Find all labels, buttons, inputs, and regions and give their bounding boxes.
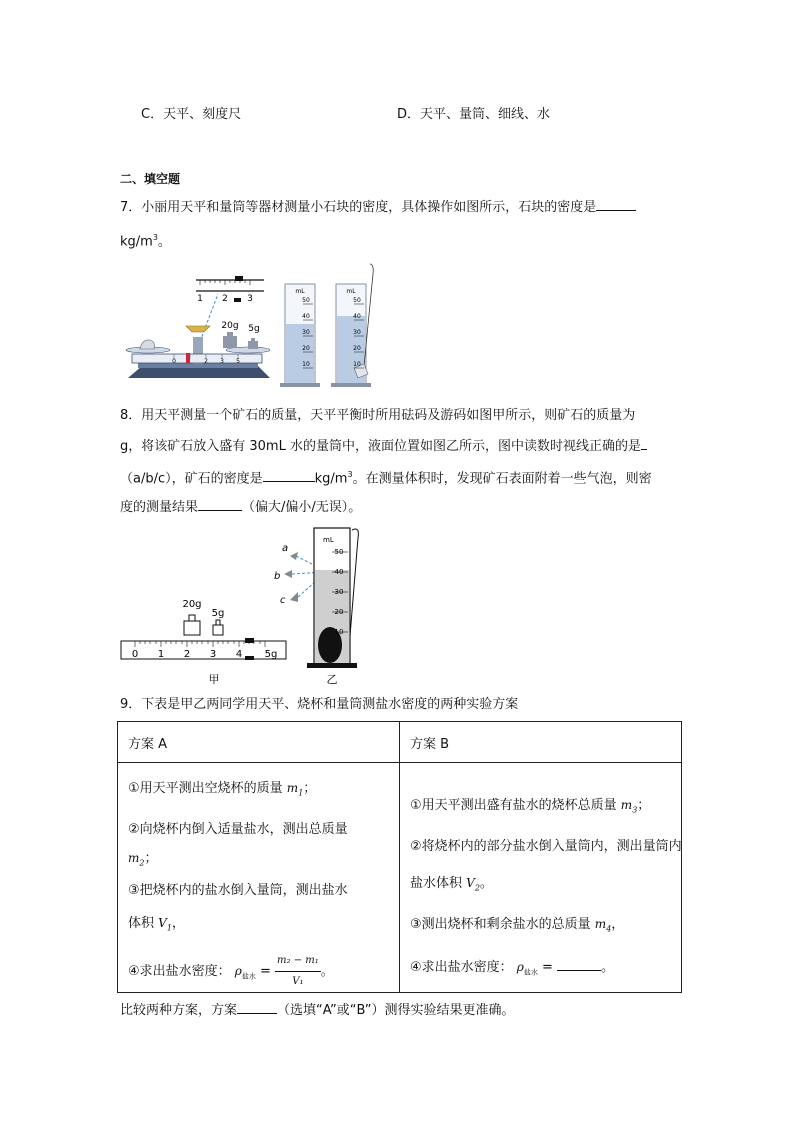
q9-compare-b: （选填“A”或“B”）测得实验结果更准确。 xyxy=(277,1003,515,1018)
plan-b-step-1-end: ； xyxy=(637,798,651,813)
q8-line4 xyxy=(120,496,361,518)
plan-a-rho: ρ xyxy=(234,963,242,978)
q8-weights xyxy=(182,599,224,635)
q9-plan-table xyxy=(117,721,682,993)
plan-b-var-sub: 2 xyxy=(474,883,480,893)
plan-b-var: V xyxy=(466,875,475,890)
plan-a-step-4 xyxy=(128,951,389,992)
q7-cyl-tick: 10 xyxy=(302,361,310,368)
q7-end: 。 xyxy=(157,234,171,250)
plan-b-eq: = xyxy=(542,959,553,975)
plan-b-header: 方案 B xyxy=(400,722,682,763)
q8-line3-sup: 3 xyxy=(347,470,353,479)
q8-beam-tick: 4 xyxy=(235,649,243,660)
plan-a-fraction xyxy=(275,951,321,992)
plan-a-var-sub: 2 xyxy=(139,858,145,868)
q8-line2-text: g，将该矿石放入盛有 30mL 水的量筒中，液面位置如图乙所示，图中读数时视线正确的是 xyxy=(120,439,641,454)
q8-figure xyxy=(118,524,368,686)
q7-cyl2-tick: 10 xyxy=(353,361,361,368)
q8-cyl-tick: 50 xyxy=(334,548,344,556)
q8-weight-label: 20g xyxy=(182,599,202,610)
option-c: C．天平、刻度尺 xyxy=(141,107,242,122)
plan-b-step-2: ②将烧杯内的部分盐水倒入量筒内，测出量筒内 xyxy=(410,838,682,854)
q7-cylinder-2 xyxy=(331,264,373,387)
plan-b-step-2b xyxy=(410,873,671,899)
q8-beam-tick: 0 xyxy=(131,649,139,660)
plan-a-step-1 xyxy=(128,778,389,804)
q7-unit: kg/m xyxy=(120,234,153,250)
plan-a-step-1-text: ①用天平测出空烧杯的质量 xyxy=(128,781,283,796)
plan-a-rho-sub: 盐水 xyxy=(241,972,256,981)
q8-blank-result[interactable] xyxy=(198,496,242,511)
q8-cyl-unit: mL xyxy=(323,536,334,544)
q8-line3-c: 。在测量体积时，发现矿石表面附着一些气泡，则密 xyxy=(352,471,652,487)
plan-a-step-2-end: ； xyxy=(144,850,158,866)
q7-figure xyxy=(118,262,388,392)
plan-a-step-4-end: 。 xyxy=(320,963,334,979)
plan-b-step-4-end: 。 xyxy=(601,959,615,975)
q7-cyl2-tick: 40 xyxy=(353,313,361,320)
q8-eye-label: b xyxy=(274,571,281,582)
plan-b-var-sub: 4 xyxy=(606,924,612,934)
plan-b-blank-formula[interactable] xyxy=(557,956,601,971)
plan-a-numerator: m₂ − m₁ xyxy=(275,951,321,972)
q8-caption-a: 甲 xyxy=(208,673,220,686)
q9-compare-a: 比较两种方案，方案 xyxy=(120,1003,238,1018)
plan-b-step-4-text: ④求出盐水密度： xyxy=(410,959,513,975)
plan-a-steps xyxy=(118,763,400,993)
q8-beam-ruler xyxy=(121,638,286,660)
q7-cylinder-1 xyxy=(280,284,320,387)
plan-b-step-2b-text: 盐水体积 xyxy=(410,875,463,891)
q8-line4-b: （偏大/偏小/无误）。 xyxy=(242,500,362,515)
q7-cyl-tick: 20 xyxy=(302,345,310,352)
q7-unit-sup: 3 xyxy=(152,233,158,242)
plan-b-rho: ρ xyxy=(516,959,524,974)
q8-cylinder xyxy=(307,528,358,668)
plan-b-step-2-end: 。 xyxy=(479,875,493,891)
q7-unit-line xyxy=(120,228,171,252)
q7-beam-tick: 5 xyxy=(236,358,240,365)
q7-stone xyxy=(140,340,155,349)
plan-b-rho-sub: 盐水 xyxy=(523,968,538,977)
q7-scale-tick: 3 xyxy=(247,294,253,304)
plan-a-step-4-text: ④求出盐水密度： xyxy=(128,963,231,979)
plan-a-var: m xyxy=(128,850,140,865)
plan-b-step-3-text: ③测出烧杯和剩余盐水的总质量 xyxy=(410,917,591,933)
q8-cyl-tick: 20 xyxy=(334,608,344,616)
plan-a-var: V xyxy=(158,916,167,931)
q8-caption-b: 乙 xyxy=(326,673,338,686)
q7-scale-tick: 2 xyxy=(222,294,228,304)
q7-beam-tick: 2 xyxy=(204,358,208,365)
plan-a-var-sub: 1 xyxy=(298,788,304,798)
q9-blank-plan[interactable] xyxy=(237,999,277,1014)
plan-b-var: m xyxy=(620,798,633,812)
plan-a-step-1-end: ； xyxy=(303,781,317,796)
q7-cyl2-tick: 20 xyxy=(353,345,361,352)
q9-intro: 9．下表是甲乙两同学用天平、烧杯和量筒测盐水密度的两种实验方案 xyxy=(120,697,519,712)
plan-a-var-sub: 1 xyxy=(166,923,172,933)
q7-beam-tick: 0 xyxy=(172,358,176,365)
eye-icon xyxy=(284,570,292,578)
plan-a-var: m xyxy=(286,781,299,795)
q8-beam-tick: 1 xyxy=(157,649,165,660)
q7-weight-label: 20g xyxy=(221,321,239,331)
plan-a-step-3b xyxy=(128,913,389,939)
q8-cyl-tick: 10 xyxy=(334,628,344,636)
q8-blank-sight[interactable] xyxy=(641,435,647,450)
q8-line1: 8．用天平测量一个矿石的质量，天平平衡时所用砝码及游码如图甲所示，则矿石的质量为 xyxy=(120,408,636,423)
q7-scale-zoom xyxy=(196,276,264,304)
plan-b-var: m xyxy=(594,917,607,932)
plan-b-step-4 xyxy=(410,956,671,983)
q7-weight-label: 5g xyxy=(248,324,260,334)
section-title: 二、填空题 xyxy=(120,172,181,186)
plan-b-step-3 xyxy=(410,914,671,940)
plan-a-step-2-var xyxy=(128,848,389,874)
q7-text xyxy=(120,196,636,218)
q7-cyl2-tick: 50 xyxy=(353,297,361,304)
plan-a-eq: = xyxy=(260,963,271,979)
plan-a-step-3b-text: 体积 xyxy=(128,916,155,932)
q7-cyl-unit: mL xyxy=(295,288,305,295)
q7-balance xyxy=(126,321,270,378)
q8-line4-a: 度的测量结果 xyxy=(120,500,199,515)
q8-cyl-tick: 40 xyxy=(334,568,344,576)
q7-cyl-tick: 50 xyxy=(302,297,310,304)
q8-beam-tick: 3 xyxy=(209,649,217,660)
plan-b-step-1 xyxy=(410,795,671,821)
q8-eye-label: a xyxy=(282,543,289,554)
q7-beam-tick: 3 xyxy=(220,358,224,365)
q9-compare xyxy=(120,999,514,1021)
plan-b-var-sub: 3 xyxy=(632,805,638,815)
q8-cyl-tick: 30 xyxy=(334,588,344,596)
q8-eye-label: c xyxy=(280,595,286,606)
plan-a-header: 方案 A xyxy=(118,722,400,763)
q8-line2 xyxy=(120,435,647,457)
plan-b-step-1-text: ①用天平测出盛有盐水的烧杯总质量 xyxy=(410,798,617,813)
option-d: D．天平、量筒、细线、水 xyxy=(397,107,551,122)
q7-line1: 7．小丽用天平和量筒等器材测量小石块的密度，具体操作如图所示，石块的密度是 xyxy=(120,200,597,215)
plan-a-step-2: ②向烧杯内倒入适量盐水，测出总质量 xyxy=(128,821,348,837)
q8-beam-tick: 2 xyxy=(183,649,191,660)
q7-scale-tick: 1 xyxy=(197,294,203,304)
plan-a-step-3: ③把烧杯内的盐水倒入量筒，测出盐水 xyxy=(128,883,348,899)
q7-cyl2-tick: 30 xyxy=(353,329,361,336)
q8-weight-label: 5g xyxy=(211,608,225,619)
plan-b-step-3-end: ， xyxy=(611,917,625,933)
q8-line3-unit: kg/m xyxy=(314,471,348,487)
q7-blank-density[interactable] xyxy=(596,196,636,211)
q7-cyl2-unit: mL xyxy=(346,288,356,295)
q8-beam-tick: 5g xyxy=(264,649,278,660)
q8-blank-density[interactable] xyxy=(263,467,315,482)
plan-a-step-3-end: ， xyxy=(171,916,185,932)
q8-line3 xyxy=(120,465,652,489)
plan-b-steps xyxy=(400,763,682,993)
q8-line3-a: （a/b/c），矿石的密度是 xyxy=(120,471,263,487)
q7-cyl-tick: 40 xyxy=(302,313,310,320)
q7-cyl-tick: 30 xyxy=(302,329,310,336)
plan-a-denominator: V₁ xyxy=(292,975,304,987)
eye-icon xyxy=(290,592,298,602)
